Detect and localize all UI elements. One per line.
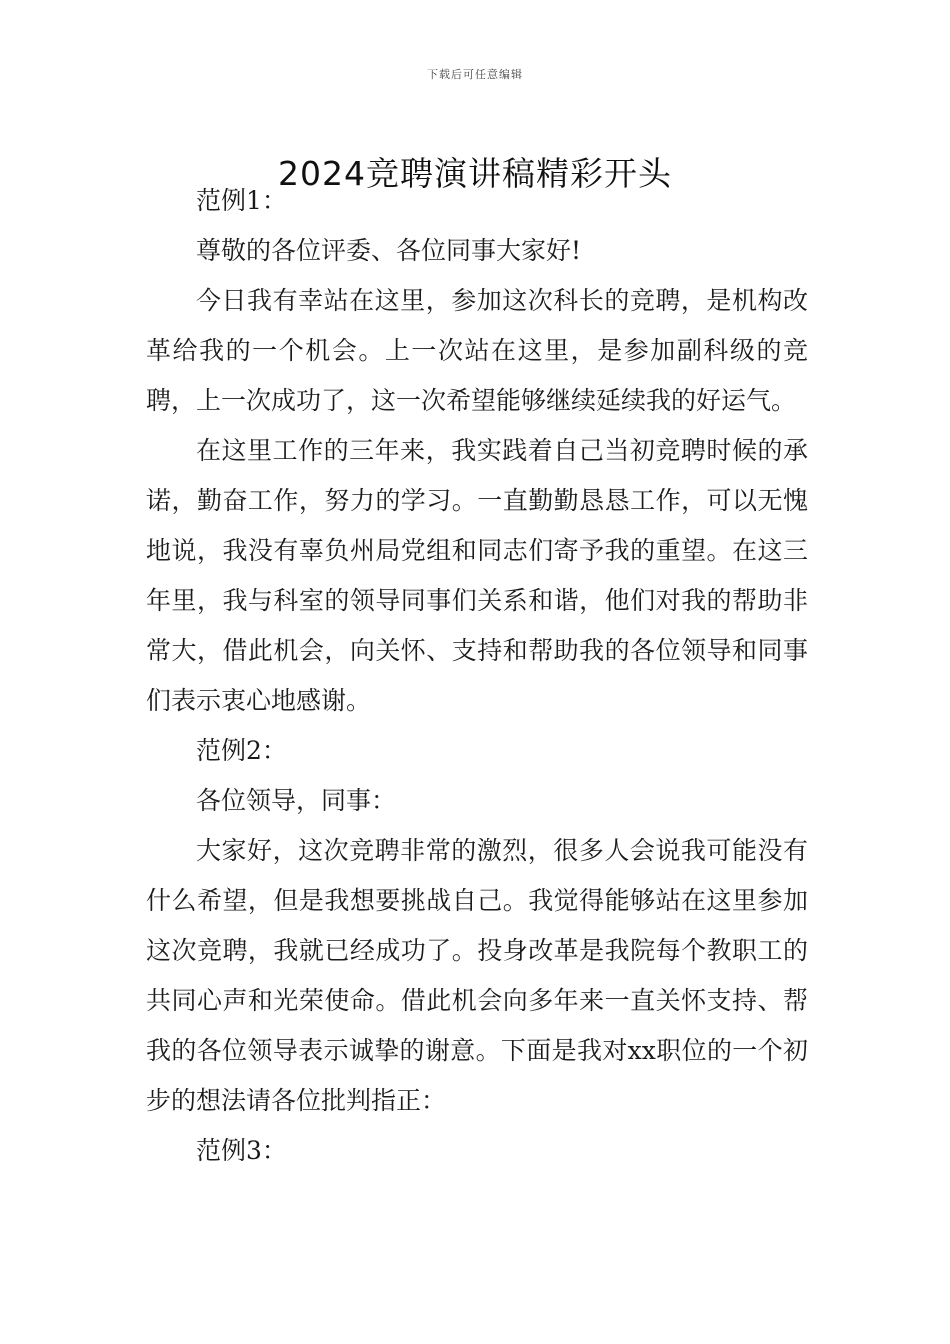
header-note: 下载后可任意编辑 [427,68,523,81]
document-body [146,176,808,1176]
greeting-paragraph: 各位领导，同事： [196,786,397,815]
body-paragraph: 今日我有幸站在这里，参加这次科长的竞聘，是机构改革给我的一个机会。上一次站在这里，是参加副科级的竞聘，上一次成功了，这一次希望能够继续延续我的好运气。 [146,286,808,415]
example-1-heading: 范例1： [196,186,287,215]
body-paragraph: 在这里工作的三年来，我实践着自己当初竞聘时候的承诺，勤奋工作，努力的学习。一直勤勤恳恳工作，可以无愧地说，我没有辜负州局党组和同志们寄予我的重望。在这三年里，我与科室的领导同事们关系和谐，他们对我的帮助非常大，借此机会，向关怀、支持和帮助我的各位领导和同事们表示衷心地感谢。 [146,436,808,715]
example-2-heading: 范例2： [196,736,287,765]
example-3-heading: 范例3： [196,1136,287,1165]
body-paragraph: 大家好，这次竞聘非常的激烈，很多人会说我可能没有什么希望，但是我想要挑战自己。我觉得能够站在这里参加这次竞聘，我就已经成功了。投身改革是我院每个教职工的共同心声和光荣使命。借此机会向多年来一直关怀支持、帮我的各位领导表示诚挚的谢意。下面是我对xx职位的一个初步的想法请各位批判指正： [146,836,808,1115]
document-title: 2024竞聘演讲稿精彩开头 [278,154,672,194]
greeting-paragraph: 尊敬的各位评委、各位同事大家好! [196,236,582,265]
